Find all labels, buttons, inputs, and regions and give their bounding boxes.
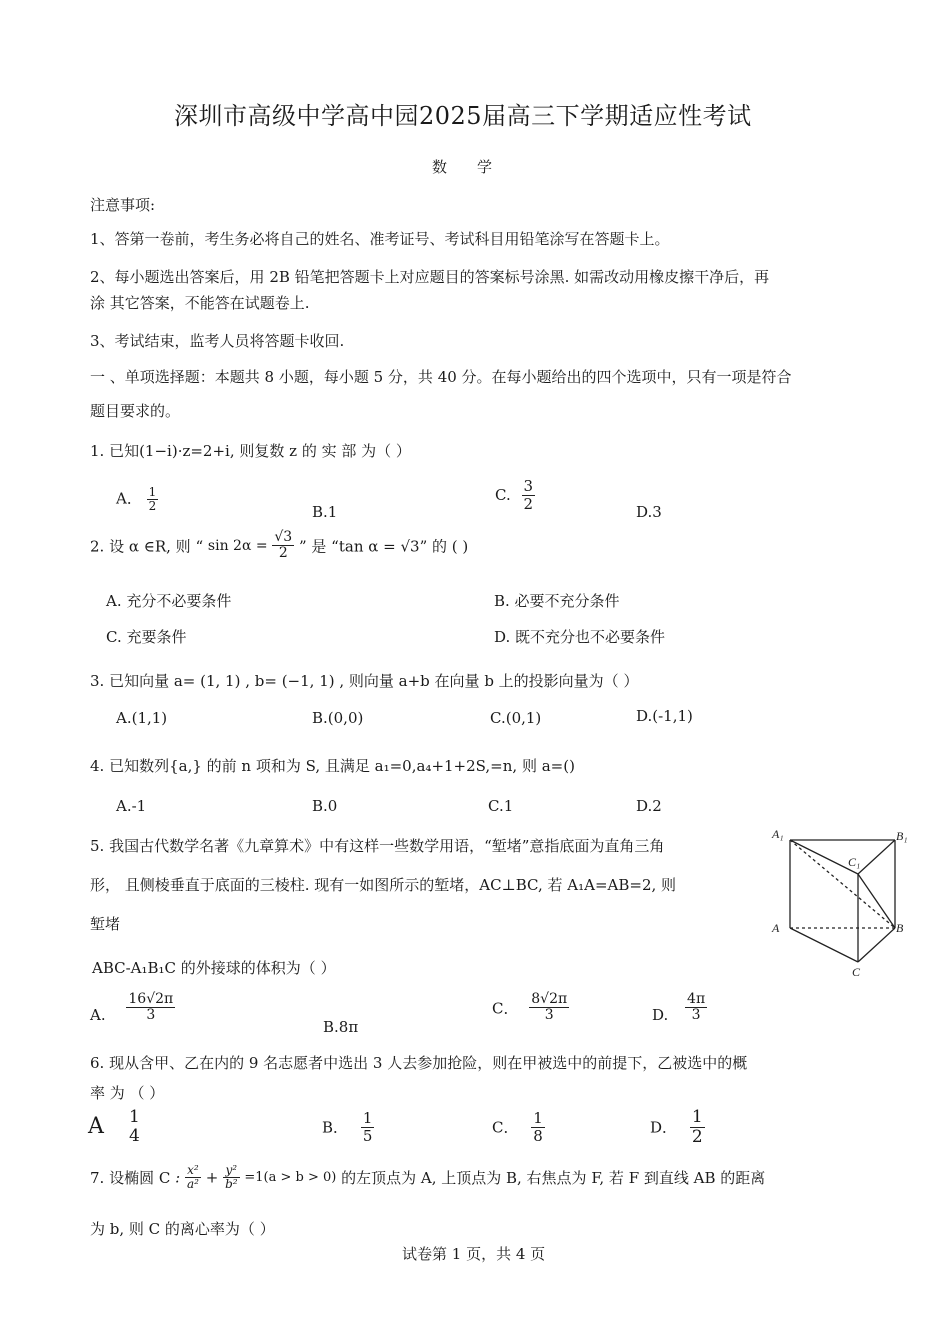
q1-option-a xyxy=(116,486,158,513)
notice-item-2-cont: 涂 其它答案，不能答在试题卷上. xyxy=(90,294,310,312)
label-a: A xyxy=(772,921,780,935)
q5-c-numerator: 8√2π xyxy=(531,991,568,1007)
q6-option-c xyxy=(492,1110,545,1144)
q5-option-b: B.8π xyxy=(323,1018,359,1036)
q2-formula-fraction xyxy=(272,530,294,562)
q6-option-a xyxy=(88,1108,142,1145)
q2-option-d: D. 既不充分也不必要条件 xyxy=(494,628,666,646)
q5-option-c xyxy=(492,992,569,1024)
q7-stem xyxy=(90,1164,765,1191)
q2-option-c: C. 充要条件 xyxy=(106,628,187,646)
q5-option-a-fraction xyxy=(126,992,175,1024)
section-heading-line1: 一 、单项选择题：本题共 8 小题，每小题 5 分，共 40 分。在每小题给出的四个选项中，只有一项是符合 xyxy=(90,368,792,386)
q6-c-denominator: 8 xyxy=(533,1126,543,1145)
q6-option-a-label: A xyxy=(88,1114,104,1140)
q1-option-c xyxy=(495,478,535,512)
q5-a-denominator: 3 xyxy=(146,1007,156,1024)
q6-c-numerator: 1 xyxy=(533,1109,543,1127)
q5-d-numerator: 4π xyxy=(687,991,706,1007)
q7-formula-rest: =1(a > b > 0) xyxy=(244,1170,337,1186)
edge-a-c xyxy=(790,928,858,962)
q6-a-numerator: 1 xyxy=(128,1107,140,1127)
q1-option-c-fraction xyxy=(522,478,536,512)
q1-c-denominator: 2 xyxy=(523,494,534,513)
q1-stem: 1. 已知(1−i)·z=2+i, 则复数 z 的 实 部 为（ ） xyxy=(90,442,411,460)
q2-stem-pre: 2. 设 α ∈R, 则 “ xyxy=(90,537,204,556)
label-c: C xyxy=(852,965,861,979)
q4-stem: 4. 已知数列{a,} 的前 n 项和为 S, 且满足 a₁=0,a₄+1+2S,=n, 则 a=() xyxy=(90,757,575,775)
q5-line4: ABC-A₁B₁C 的外接球的体积为（ ） xyxy=(92,959,336,977)
q1-a-denominator: 2 xyxy=(148,499,157,514)
q1-option-d: D.3 xyxy=(636,503,662,521)
q7-colon: : xyxy=(175,1168,181,1187)
q6-option-b-label: B． xyxy=(322,1118,349,1137)
q7-y-numerator: y² xyxy=(223,1164,240,1178)
q3-stem: 3. 已知向量 a= (1, 1) , b= (−1, 1) , 则向量 a+b 在向量 b 上的投影向量为（ ） xyxy=(90,672,639,690)
edge-c1-b xyxy=(858,874,895,928)
q7-line2: 为 b, 则 C 的离心率为（ ） xyxy=(90,1220,275,1238)
prism-figure xyxy=(770,826,910,986)
notice-item-3: 3、考试结束，监考人员将答题卡收回. xyxy=(90,332,345,350)
q3-option-d: D.(-1,1) xyxy=(636,707,693,725)
q5-line3: 堑堵 xyxy=(90,915,121,933)
q2-formula-denominator: 2 xyxy=(278,545,288,562)
q3-option-a: A.(1,1) xyxy=(116,709,168,727)
section-heading-line2: 题目要求的。 xyxy=(90,402,181,420)
q6-option-a-fraction xyxy=(127,1108,142,1145)
q1-c-numerator: 3 xyxy=(523,477,534,495)
q4-option-a: A.-1 xyxy=(116,797,147,815)
label-b: B xyxy=(896,921,904,935)
q5-option-a-label: A. xyxy=(90,1005,106,1024)
label-c1: C₁ xyxy=(848,855,861,869)
q4-option-d: D.2 xyxy=(636,797,662,815)
label-b1: B₁ xyxy=(896,829,908,843)
q5-c-denominator: 3 xyxy=(544,1007,554,1024)
q6-b-denominator: 5 xyxy=(362,1126,373,1145)
q6-option-c-fraction xyxy=(531,1110,545,1144)
edge-c1-b1 xyxy=(858,840,895,874)
q1-a-numerator: 1 xyxy=(148,485,157,499)
q5-line1: 5. 我国古代数学名著《九章算术》中有这样一些数学用语，“堑堵”意指底面为直角三角 xyxy=(90,837,665,855)
q5-d-denominator: 3 xyxy=(691,1007,701,1024)
q6-d-denominator: 2 xyxy=(691,1126,703,1147)
page-footer: 试卷第 1 页，共 4 页 xyxy=(402,1245,546,1263)
notice-item-2: 2、每小题选出答案后，用 2B 铅笔把答题卡上对应题目的答案标号涂黑. 如需改动用橡皮擦干净后，再 xyxy=(90,268,770,286)
q5-option-c-fraction xyxy=(529,992,569,1024)
q5-option-d-label: D. xyxy=(652,1005,669,1024)
q7-stem-pre: 7. 设椭圆 C xyxy=(90,1169,171,1188)
q7-y-denominator: b² xyxy=(225,1177,238,1192)
notice-item-1: 1、答第一卷前，考生务必将自己的姓名、准考证号、考试科目用铅笔涂写在答题卡上。 xyxy=(90,230,670,248)
q6-a-denominator: 4 xyxy=(128,1125,140,1146)
q6-option-b-fraction xyxy=(361,1110,375,1144)
q6-line1: 6. 现从含甲、乙在内的 9 名志愿者中选出 3 人去参加抢险，则在甲被选中的前提下，乙被选中的概 xyxy=(90,1054,748,1072)
q4-option-c: C.1 xyxy=(488,797,514,815)
q3-option-c: C.(0,1) xyxy=(490,709,542,727)
q5-option-d xyxy=(652,992,707,1024)
q2-option-b: B. 必要不充分条件 xyxy=(494,592,620,610)
q5-option-a xyxy=(90,992,175,1024)
q5-option-c-label: C． xyxy=(492,999,519,1018)
notice-heading: 注意事项: xyxy=(90,196,156,214)
q7-x-denominator: a² xyxy=(186,1177,199,1192)
q6-option-b xyxy=(322,1110,374,1144)
q5-a-numerator: 16√2π xyxy=(128,991,174,1007)
q2-stem xyxy=(90,530,468,562)
q2-stem-post: ” 是 “tan α = √3” 的 ( ) xyxy=(298,537,469,556)
q6-option-d-label: D． xyxy=(650,1118,678,1137)
q6-line2: 率 为 （ ） xyxy=(90,1084,165,1102)
q2-option-a: A. 充分不必要条件 xyxy=(106,592,232,610)
q3-option-b: B.(0,0) xyxy=(312,709,364,727)
q6-b-numerator: 1 xyxy=(362,1109,373,1127)
dashed-a1-b xyxy=(790,840,895,928)
q4-option-b: B.0 xyxy=(312,797,338,815)
q1-option-a-fraction xyxy=(147,486,159,513)
q2-formula-left: sin 2α = xyxy=(207,537,268,554)
q5-option-d-fraction xyxy=(685,992,707,1024)
q7-stem-post: 的左顶点为 A, 上顶点为 B, 右焦点为 F, 若 F 到直线 AB 的距离 xyxy=(341,1169,766,1188)
exam-title: 深圳市高级中学高中园2025届高三下学期适应性考试 xyxy=(174,102,752,130)
q6-d-numerator: 1 xyxy=(691,1107,703,1127)
q1-option-a-label: A． xyxy=(116,489,142,508)
label-a1: A₁ xyxy=(772,827,784,841)
q7-x-numerator: x² xyxy=(185,1164,201,1178)
q7-fraction-y xyxy=(223,1164,240,1191)
q6-option-d-fraction xyxy=(690,1108,705,1146)
q7-fraction-x xyxy=(185,1164,201,1191)
q6-option-c-label: C． xyxy=(492,1118,519,1137)
q6-option-d xyxy=(650,1108,705,1146)
q1-option-b: B.1 xyxy=(312,503,338,521)
q7-plus: + xyxy=(205,1168,219,1187)
subject-title: 数 学 xyxy=(432,158,493,176)
q1-option-c-label: C. xyxy=(495,486,511,504)
q5-line2: 形， 且侧棱垂直于底面的三棱柱. 现有一如图所示的堑堵，AC⊥BC, 若 A₁A=AB=2, 则 xyxy=(90,876,677,894)
q2-formula-numerator: √3 xyxy=(274,529,293,545)
edge-c-b xyxy=(858,928,895,962)
